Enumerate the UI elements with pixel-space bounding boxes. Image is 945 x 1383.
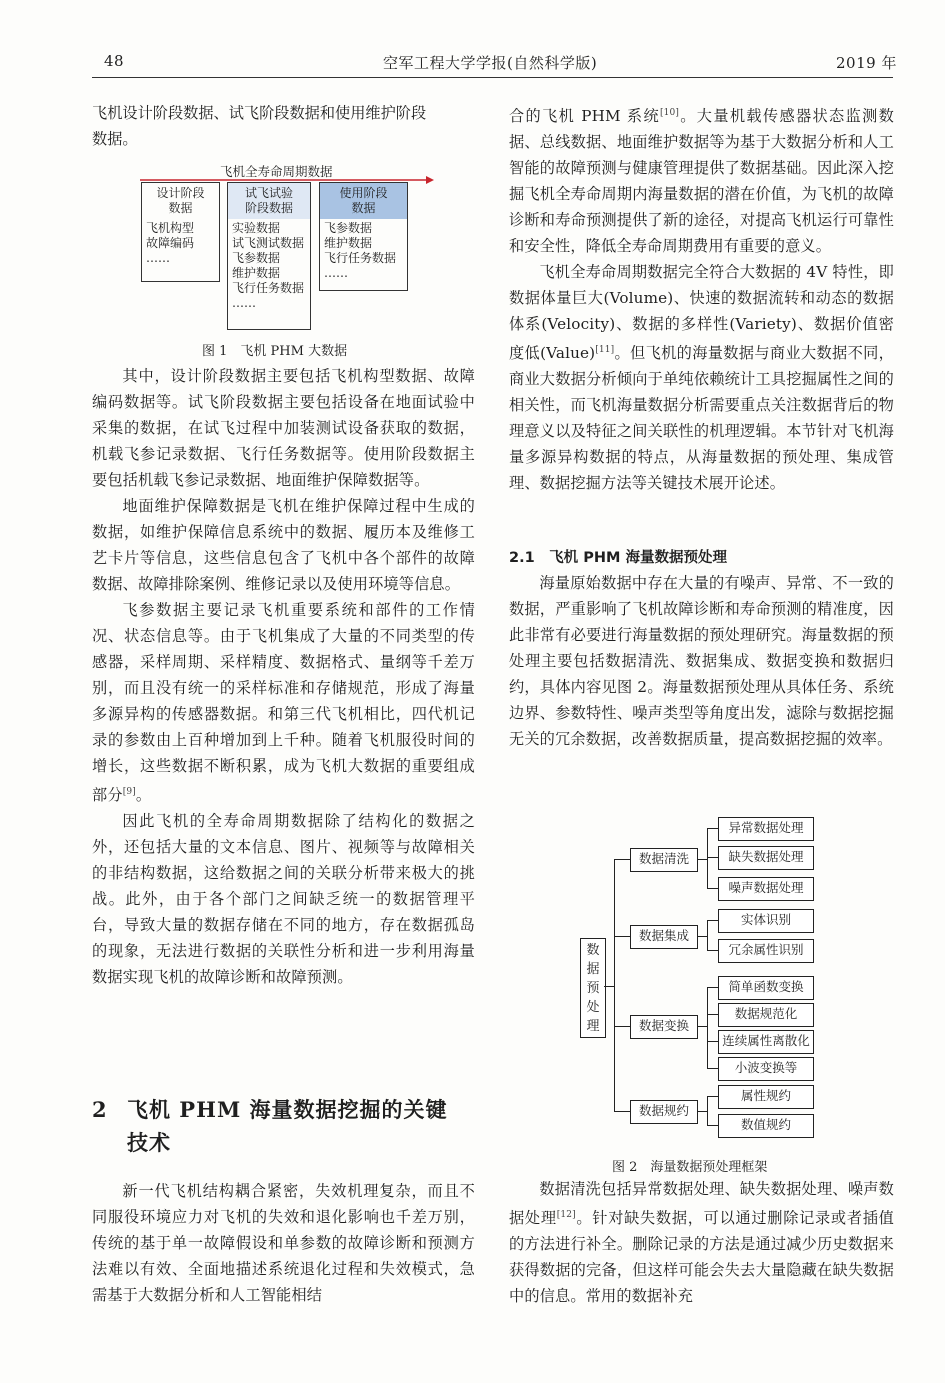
page-number: 48 xyxy=(104,52,125,70)
paragraph-unstructured-data: 因此飞机的全寿命周期数据除了结构化的数据之外，还包括大量的文本信息、图片、视频等与故障相关的非结构数据，这给数据之间的关联分析带来极大的挑战。此外，由于各个部门之间缺乏统一的数据管理平台，导致大量的数据存储在不同的地方，存在数据孤岛的现象，无法进行数据的关联性分析和进一步利用海量数据实现飞机的故障诊断和故障预测。 xyxy=(92,812,475,986)
leaf-conn xyxy=(707,1041,718,1042)
conn-integration xyxy=(697,936,707,937)
right-body-2 xyxy=(509,570,894,752)
bracket-integration xyxy=(707,920,708,951)
citation-12: [12] xyxy=(556,1210,576,1220)
stub-transform xyxy=(614,1026,630,1027)
leaf-node: 数据规范化 xyxy=(718,1003,814,1027)
paragraph-ground-maintenance: 地面维护保障数据是飞机在维护保障过程中生成的数据，如维护保障信息系统中的数据、履历本及维修工艺卡片等信息，这些信息包含了飞机中各个部件的故障数据、故障排除案例、维修记录以及使用环境等信息。 xyxy=(92,497,475,593)
p1-rest: 。大量机载传感器状态监测数据、总线数据、地面维护数据等为基于大数据分析和人工智能的故障预测与健康管理提供了数据基础。因此深入挖掘飞机全寿命周期内海量数据的潜在价值，为飞机的故障诊断和寿命预测提供了新的途径，对提高飞机运行可靠性和安全性，降低全寿命周期费用有重要的意义。 xyxy=(509,107,894,255)
figure-1 xyxy=(138,160,438,330)
test-item: 飞行任务数据 xyxy=(232,281,305,295)
root-node xyxy=(580,938,606,1038)
citation-10: [10] xyxy=(660,108,680,118)
test-item: 实验数据 xyxy=(232,221,281,235)
year: 2019 年 xyxy=(836,54,897,72)
leaf-node: 缺失数据处理 xyxy=(718,846,814,870)
paragraph-data-cleaning xyxy=(509,1176,894,1309)
paragraph-flight-parameters xyxy=(92,597,475,808)
intro-line-1: 飞机设计阶段数据、试飞阶段数据和使用维护阶段 xyxy=(92,104,427,122)
group-data-integration: 数据集成 xyxy=(630,925,698,949)
leaf-conn xyxy=(707,1014,718,1015)
subsection-2-1-heading: 2.1 飞机 PHM 海量数据预处理 xyxy=(509,550,727,566)
trunk-line xyxy=(614,859,615,1111)
right-body xyxy=(509,100,894,496)
p4-start: 数据清洗包括异常数据处理、缺失数据处理、噪声数据处理 xyxy=(509,1180,894,1227)
group-data-cleaning: 数据清洗 xyxy=(630,848,698,872)
paragraph-design-data: 其中，设计阶段数据主要包括飞机构型数据、故障编码数据等。试飞阶段数据主要包括设备在地面试验中采集的数据，在试飞过程中加装测试设备获取的数据，机载飞参记录数据、飞行任务数据等。使用阶段数据主要包括机载飞参记录数据、地面维护保障数据等。 xyxy=(92,367,475,489)
paragraph-4v xyxy=(509,259,894,496)
section-number: 2 xyxy=(92,1097,108,1122)
leaf-conn xyxy=(707,857,718,858)
bracket-reduction xyxy=(707,1096,708,1126)
use-stage-title-line1: 使用阶段 xyxy=(339,186,388,200)
bracket-cleaning xyxy=(707,828,708,889)
leaf-conn xyxy=(707,1068,718,1069)
paragraph-new-generation: 新一代飞机结构耦合紧密，失效机理复杂，而且不同服役环境应力对飞机的失效和退化影响也千差万别，传统的基于单一故障假设和单参数的故障诊断和预测方法难以有效、全面地描述系统退化过程和失效模式，急需基于大数据分析和人工智能相结 xyxy=(92,1182,475,1304)
leaf-node: 实体识别 xyxy=(718,909,814,933)
test-stage-box xyxy=(227,182,311,330)
design-stage-title-line2: 数据 xyxy=(168,201,193,215)
conn-cleaning xyxy=(697,859,707,860)
section-title-line2: 技术 xyxy=(127,1130,171,1155)
test-item: …… xyxy=(232,296,256,310)
leaf-node: 冗余属性识别 xyxy=(718,939,814,963)
bracket-transform xyxy=(707,987,708,1069)
group-data-reduction: 数据规约 xyxy=(630,1100,698,1124)
conn-reduction xyxy=(697,1111,707,1112)
leaf-node: 数值规约 xyxy=(718,1114,814,1138)
citation-9: [9] xyxy=(122,787,136,797)
leaf-conn xyxy=(707,1125,718,1126)
use-stage-box xyxy=(319,182,408,291)
intro-paragraph xyxy=(92,100,475,152)
left-body-2 xyxy=(92,1178,475,1308)
use-item: …… xyxy=(324,266,348,280)
stub-reduction xyxy=(614,1111,630,1112)
leaf-node: 简单函数变换 xyxy=(718,976,814,1000)
leaf-conn xyxy=(707,888,718,889)
stub-integration xyxy=(614,936,630,937)
test-stage-title-line1: 试飞试验 xyxy=(244,186,293,200)
design-stage-title-line1: 设计阶段 xyxy=(156,186,205,200)
design-stage-box xyxy=(141,182,220,282)
root-label: 数据预处理 xyxy=(586,943,600,1034)
leaf-node: 属性规约 xyxy=(718,1085,814,1109)
use-item: 飞参数据 xyxy=(324,221,373,235)
test-stage-items xyxy=(228,219,310,313)
leaf-node: 噪声数据处理 xyxy=(718,877,814,901)
header-rule xyxy=(92,77,893,78)
use-stage-items xyxy=(320,219,407,283)
test-stage-title-line2: 阶段数据 xyxy=(244,201,293,215)
right-body-3 xyxy=(509,1176,894,1309)
section-title-line1: 飞机 PHM 海量数据挖掘的关键 xyxy=(127,1097,448,1122)
figure-2-caption: 图 2 海量数据预处理框架 xyxy=(612,1160,768,1175)
figure-1-top-label: 飞机全寿命周期数据 xyxy=(220,164,333,179)
leaf-node: 异常数据处理 xyxy=(718,817,814,841)
p2-start: 飞机全寿命周期数据完全符合大数据的 4V 特性，即数据体量巨大(Volume)、快速的数据流转和动态的数据体系(Velocity)、数据的多样性(Variety)、数据价值密度低(Value) xyxy=(509,263,894,362)
use-item: 飞行任务数据 xyxy=(324,251,397,265)
p4-rest: 。针对缺失数据，可以通过删除记录或者插值的方法进行补全。删除记录的方法是通过减少历史数据来获得数据的完备，但这样可能会失去大量隐藏在缺失数据中的信息。常用的数据补充 xyxy=(509,1209,895,1305)
design-item: 故障编码 xyxy=(146,236,195,250)
p3-text: 飞参数据主要记录飞机重要系统和部件的工作情况、状态信息等。由于飞机集成了大量的不同类型的传感器，采样周期、采样精度、数据格式、量纲等千差万别，而且没有统一的采样标准和存储规范，形成了海量多源异构的传感器数据。和第三代飞机相比，四代机记录的参数由上百种增加到上千种。随着飞机服役时间的增长，这些数据不断积累，成为飞机大数据的重要组成部分 xyxy=(92,601,475,804)
test-stage-title xyxy=(228,183,310,219)
leaf-conn xyxy=(707,920,718,921)
test-item: 维护数据 xyxy=(232,266,281,280)
leaf-conn xyxy=(707,950,718,951)
conn-transform xyxy=(697,1026,707,1027)
leaf-node: 连续属性离散化 xyxy=(718,1030,814,1054)
paragraph-preprocessing: 海量原始数据中存在大量的有噪声、异常、不一致的数据，严重影响了飞机故障诊断和寿命预测的精准度，因此非常有必要进行海量数据的预处理研究。海量数据的预处理主要包括数据清洗、数据集成、数据变换和数据归约，具体内容见图 2。海量数据预处理从具体任务、系统边界、参数特性、噪声类型等角度出发，滤除与数据挖掘无关的冗余数据，改善数据质量，提高数据挖掘的效率。 xyxy=(509,574,894,748)
leaf-conn xyxy=(707,828,718,829)
leaf-node: 小波变换等 xyxy=(718,1057,814,1081)
use-stage-title xyxy=(320,183,407,219)
use-item: 维护数据 xyxy=(324,236,373,250)
group-data-transform: 数据变换 xyxy=(630,1015,698,1039)
figure-1-caption: 图 1 飞机 PHM 大数据 xyxy=(202,344,348,359)
p2-rest: 。但飞机的海量数据与商业大数据不同，商业大数据分析倾向于单纯依赖统计工具挖掘属性之间的相关性，而飞机海量数据分析需要重点关注数据背后的物理意义以及特征之间关联性的机理逻辑。本节针对飞机海量多源异构数据的特点，从海量数据的预处理、集成管理、数据挖掘方法等关键技术展开论述。 xyxy=(509,344,894,492)
design-item: …… xyxy=(146,251,170,265)
figure-2 xyxy=(570,808,840,1144)
p3-end: 。 xyxy=(135,786,152,804)
left-body xyxy=(92,363,475,990)
stub-cleaning xyxy=(614,859,630,860)
test-item: 试飞测试数据 xyxy=(232,236,305,250)
test-item: 飞参数据 xyxy=(232,251,281,265)
intro-line-2: 数据。 xyxy=(92,130,138,148)
use-stage-title-line2: 数据 xyxy=(351,201,376,215)
design-stage-title xyxy=(142,183,219,219)
design-item: 飞机构型 xyxy=(146,221,195,235)
journal-title: 空军工程大学学报(自然科学版) xyxy=(383,54,598,72)
design-stage-items xyxy=(142,219,219,268)
paragraph-phm-system xyxy=(509,100,894,259)
section-2-heading xyxy=(92,1093,475,1159)
citation-11: [11] xyxy=(595,345,615,355)
leaf-conn xyxy=(707,987,718,988)
p1-start: 合的飞机 PHM 系统 xyxy=(509,107,660,125)
trunk-connector xyxy=(604,986,614,987)
leaf-conn xyxy=(707,1096,718,1097)
